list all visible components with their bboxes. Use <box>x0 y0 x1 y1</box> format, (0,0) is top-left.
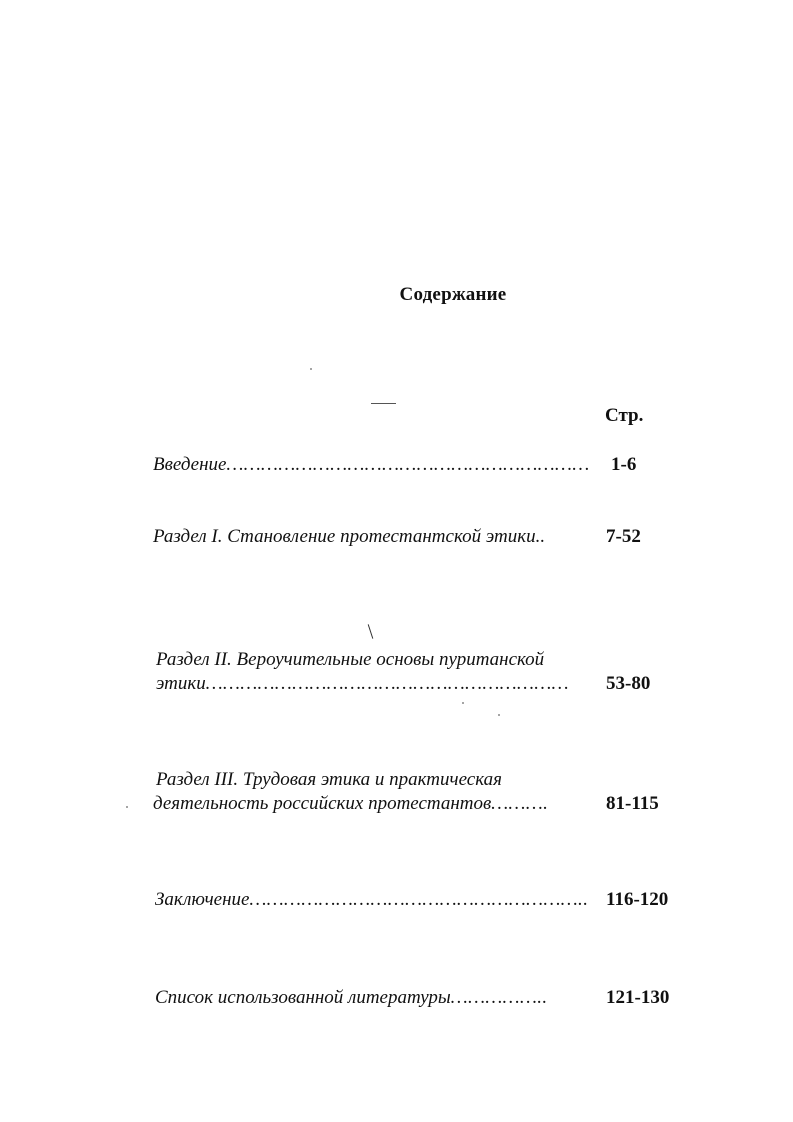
scan-speck <box>498 714 500 716</box>
toc-entry-section-2-cont <box>156 672 569 696</box>
toc-leader-dots: ……………………………………………………… <box>226 454 590 475</box>
toc-entry-pages: 7-52 <box>606 526 641 547</box>
toc-entry-pages: 53-80 <box>606 673 651 694</box>
toc-entry-introduction <box>153 453 590 477</box>
page-title: Содержание <box>399 284 507 305</box>
toc-entry-section-3 <box>156 768 502 792</box>
toc-entry-pages: 116-120 <box>606 889 669 910</box>
scan-mark <box>368 624 374 639</box>
toc-entry-label: Заключение <box>155 889 250 910</box>
toc-entry-section-1 <box>153 525 545 549</box>
scan-speck <box>126 806 128 808</box>
toc-entry-pages: 121-130 <box>606 987 670 1008</box>
toc-entry-label: деятельность российских протестантов <box>153 793 492 814</box>
toc-entry-section-3-cont <box>153 792 548 816</box>
toc-entry-conclusion <box>155 888 588 912</box>
toc-entry-label: Список использованной литературы <box>155 987 451 1008</box>
scan-speck <box>310 368 312 370</box>
scan-mark <box>371 403 396 404</box>
page-column-header: Стр. <box>605 405 644 426</box>
toc-leader-dots: ……………………………………………………… <box>205 673 569 694</box>
toc-entry-bibliography <box>155 986 548 1010</box>
toc-leader-dots: ………………………………………………….. <box>249 889 589 910</box>
toc-entry-pages: 1-6 <box>611 454 637 475</box>
toc-leader-dots: …………….. <box>450 987 548 1008</box>
toc-entry-section-2 <box>156 648 544 672</box>
toc-entry-label: Раздел II. Вероучительные основы пуританской <box>156 649 545 670</box>
toc-entry-label: Раздел I. Становление протестантской этики.. <box>153 526 546 547</box>
toc-entry-label: Раздел III. Трудовая этика и практическая <box>156 769 502 790</box>
toc-entry-label: этики <box>156 673 206 694</box>
toc-entry-label: Введение <box>153 454 227 475</box>
scan-speck <box>462 702 464 704</box>
toc-entry-pages: 81-115 <box>606 793 659 814</box>
toc-leader-dots: ………. <box>491 793 549 814</box>
